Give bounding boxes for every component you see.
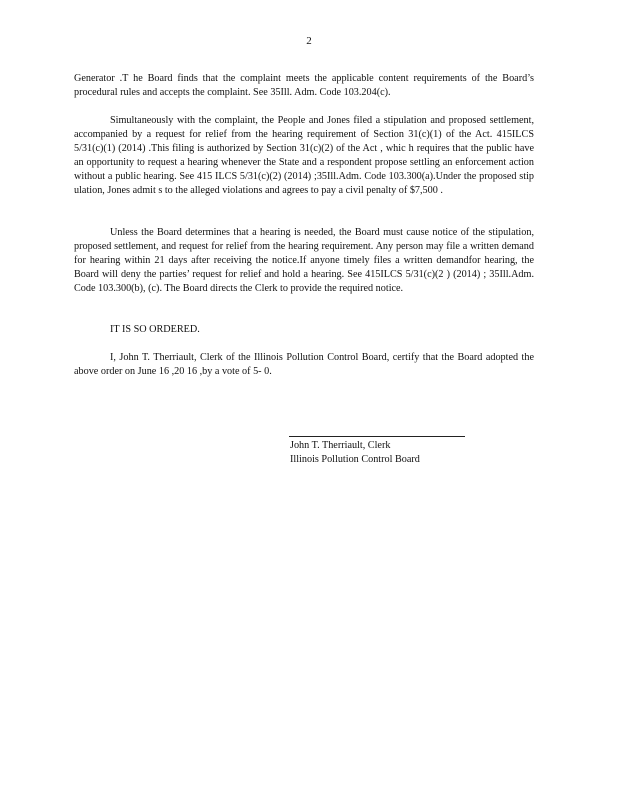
signature-line [289,436,465,437]
paragraph-text: I, John T. Therriault, Clerk of the Illinois Pollution Control Board, certify that the Board adopted the above order on June 16 ,20 16 ,by a vote of 5- 0. [74,352,534,378]
clerk-certification [74,351,534,379]
paragraph-text: Simultaneously with the complaint, the People and Jones filed a stipulation and proposed settlement, accompanied by a request for relief from the hearing requirement of Section 31(c)(1) of the Act. 415ILCS 5/31(c)(1) (2014) .This filing is authorized by Section 31(c)(2) of the Act , whic h requires that the public have an opportunity to request a hearing whenever the State and a respondent propose settling an enforcement action without a public hearing. See 415 ILCS 5/31(c)(2) (2014) ;35Ill.Adm. Code 103.300(a).Under the proposed stip ulation, Jones admit s to the alleged violations and agrees to pay a civil penalty of $7,500 . [74,115,534,197]
signatory-title: Illinois Pollution Control Board [290,454,420,465]
order-statement [74,323,534,337]
paragraph-complaint-accepted [74,72,534,100]
paragraph-text: Unless the Board determines that a hearing is needed, the Board must cause notice of the stipulation, proposed settlement, and request for relief from the hearing requirement. Any person may file a written demand for hearing within 21 days after receiving the notice.If anyone timely files a written demandfor hearing, the Board will deny the parties’ request for relief and hold a hearing. See 415ILCS 5/31(c)(2 ) (2014) ; 35Ill.Adm. Code 103.300(b), (c). The Board directs the Clerk to provide the required notice. [74,227,534,295]
paragraph-stipulation [74,114,534,199]
paragraph-text: Generator .T he Board finds that the complaint meets the applicable content requirements of the Board’s procedural rules and accepts the complaint. See 35Ill. Adm. Code 103.204(c). [74,73,534,99]
paragraph-text: IT IS SO ORDERED. [110,324,200,335]
signatory-name: John T. Therriault, Clerk [290,440,391,451]
page-number: 2 [306,35,312,47]
paragraph-notice [74,226,534,296]
